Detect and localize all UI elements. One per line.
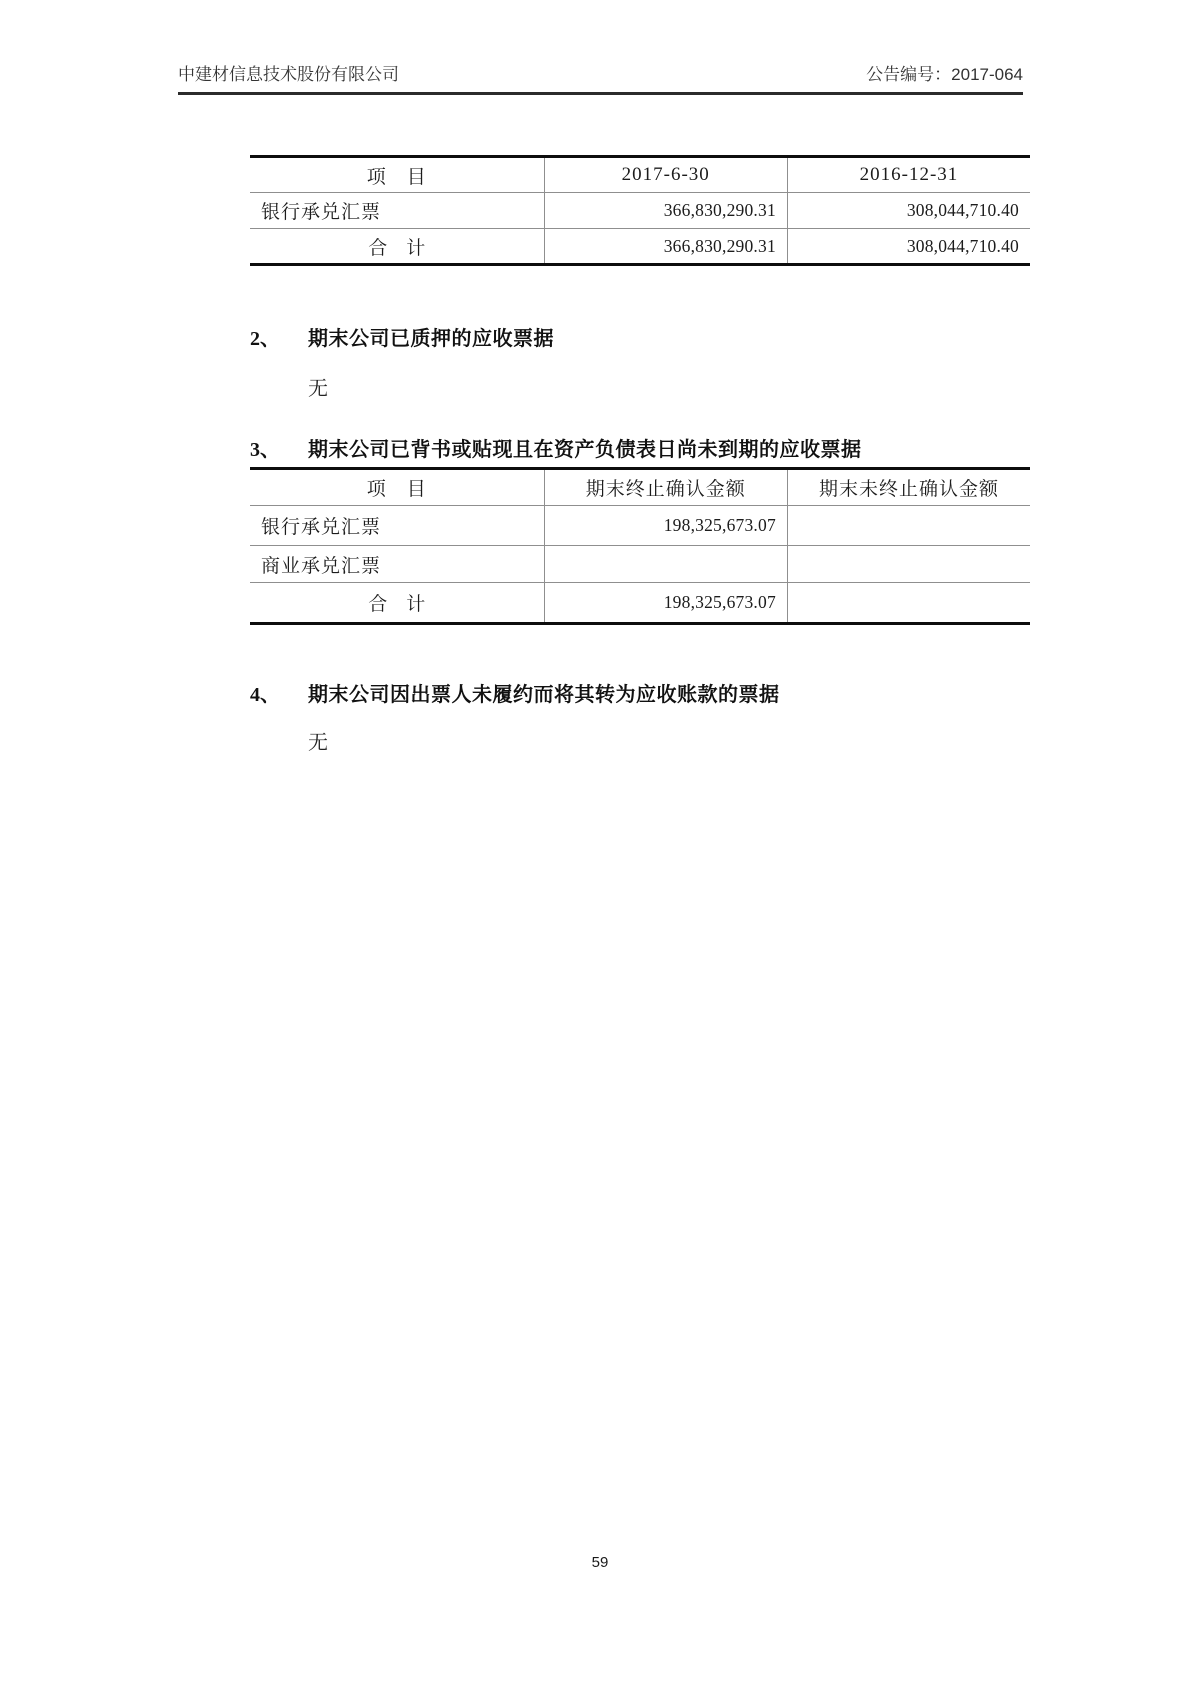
t1-row1-2017: 366,830,290.31 bbox=[544, 193, 787, 229]
t2-total-derecognized: 198,325,673.07 bbox=[544, 583, 787, 624]
table-header-row bbox=[250, 469, 1030, 506]
section-3-title: 期末公司已背书或贴现且在资产负债表日尚未到期的应收票据 bbox=[308, 439, 862, 461]
page-header bbox=[178, 60, 1023, 85]
table-total-row bbox=[250, 583, 1030, 624]
table-header-row bbox=[250, 157, 1030, 193]
table-row bbox=[250, 506, 1030, 546]
company-name: 中建材信息技术股份有限公司 bbox=[178, 65, 399, 84]
notes-receivable-table bbox=[250, 155, 1030, 266]
t1-total-2017: 366,830,290.31 bbox=[544, 229, 787, 265]
section-4-number: 4、 bbox=[250, 684, 280, 706]
t1-row1-item: 银行承兑汇票 bbox=[250, 193, 544, 229]
t2-col-not-derecognized: 期末未终止确认金额 bbox=[787, 469, 1030, 506]
table-row bbox=[250, 546, 1030, 583]
notice-number: 公告编号：2017-064 bbox=[866, 65, 1023, 84]
t1-col-item: 项 目 bbox=[250, 157, 544, 193]
t1-col-2016: 2016-12-31 bbox=[787, 157, 1030, 193]
t2-total-not-derecognized bbox=[787, 583, 1030, 624]
t2-row1-item: 银行承兑汇票 bbox=[250, 506, 544, 546]
t2-row2-derecognized bbox=[544, 546, 787, 583]
t2-row1-derecognized: 198,325,673.07 bbox=[544, 506, 787, 546]
section-4-body: 无 bbox=[308, 732, 329, 754]
t1-total-2016: 308,044,710.40 bbox=[787, 229, 1030, 265]
t2-row1-not-derecognized bbox=[787, 506, 1030, 546]
t1-total-label: 合 计 bbox=[368, 237, 426, 259]
t2-row2-not-derecognized bbox=[787, 546, 1030, 583]
header-rule bbox=[178, 92, 1023, 95]
section-2-body: 无 bbox=[308, 378, 329, 400]
endorsed-notes-table bbox=[250, 467, 1030, 625]
section-2-number: 2、 bbox=[250, 328, 280, 350]
section-3-heading bbox=[250, 433, 1040, 462]
table-total-row bbox=[250, 229, 1030, 265]
t2-row2-item: 商业承兑汇票 bbox=[250, 546, 544, 583]
t1-row1-2016: 308,044,710.40 bbox=[787, 193, 1030, 229]
page-number: 59 bbox=[591, 1554, 609, 1571]
table-row bbox=[250, 193, 1030, 229]
t2-total-label: 合 计 bbox=[368, 594, 426, 615]
t1-col-2017: 2017-6-30 bbox=[544, 157, 787, 193]
section-4-title: 期末公司因出票人未履约而将其转为应收账款的票据 bbox=[308, 684, 780, 706]
section-3-number: 3、 bbox=[250, 439, 280, 461]
section-4-heading bbox=[250, 678, 1040, 707]
section-2-heading bbox=[250, 322, 1040, 351]
section-2-title: 期末公司已质押的应收票据 bbox=[308, 328, 554, 350]
t2-col-derecognized: 期末终止确认金额 bbox=[544, 469, 787, 506]
t2-col-item: 项 目 bbox=[250, 469, 544, 506]
